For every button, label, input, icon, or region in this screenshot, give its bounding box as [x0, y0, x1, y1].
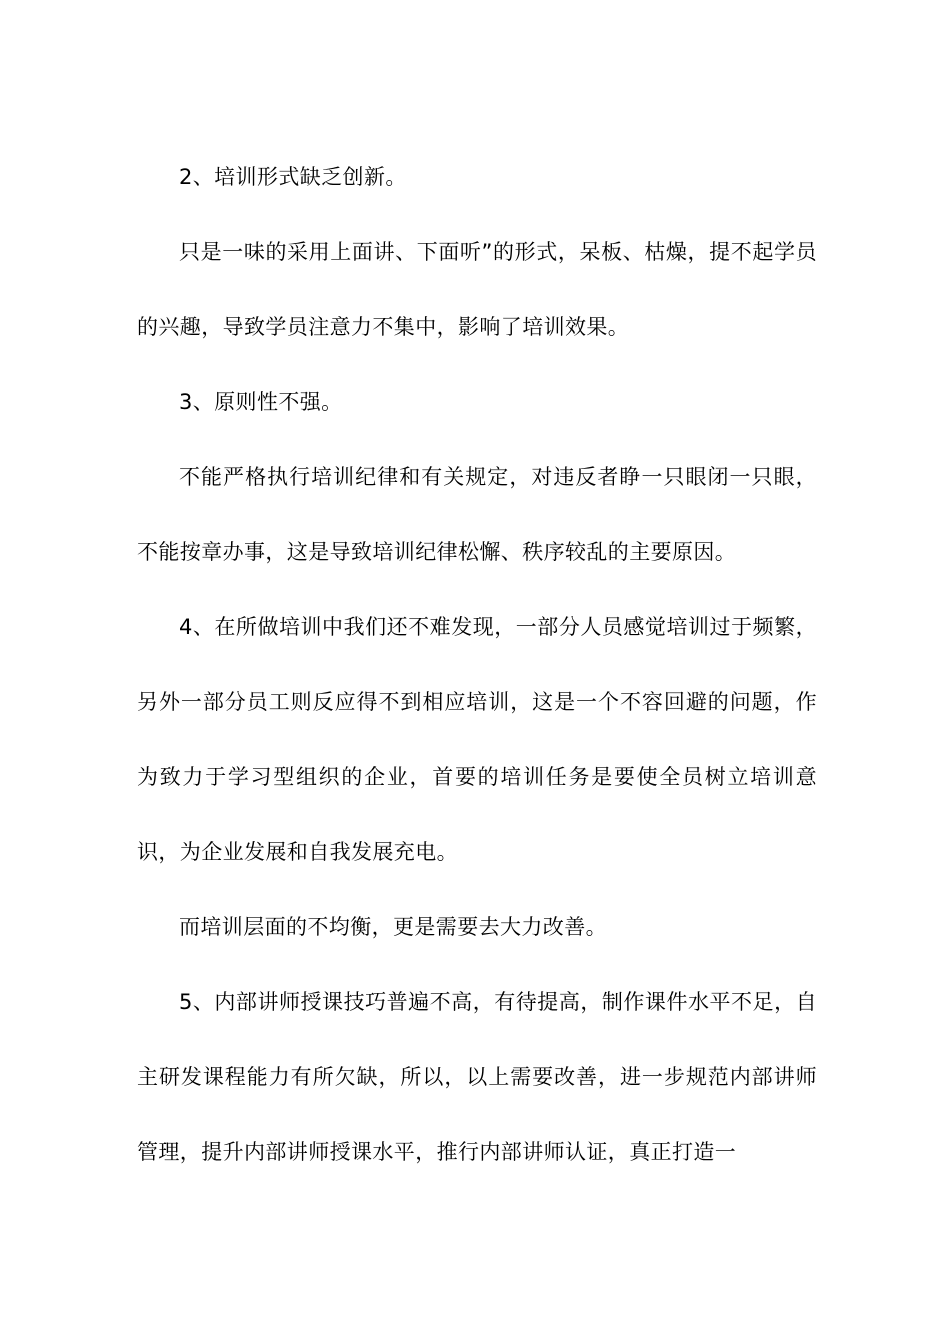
heading-training-format: 2、培训形式缺乏创新。 — [179, 165, 407, 189]
paragraph-training-frequency: 4、在所做培训中我们还不难发现，一部分人员感觉培训过于频繁，另外一部分员工则反应得不到相应培训，这是一个不容回避的问题，作为致力于学习型组织的企业，首要的培训任务是要使全员树立培训意识，为企业发展和自我发展充电。 — [137, 615, 817, 864]
paragraph-training-balance: 而培训层面的不均衡，更是需要去大力改善。 — [179, 915, 607, 939]
paragraph-training-format: 只是一味的采用上面讲、下面听”的形式，呆板、枯燥，提不起学员的兴趣，导致学员注意力不集中，影响了培训效果。 — [137, 240, 817, 339]
heading-principle: 3、原则性不强。 — [179, 390, 343, 414]
paragraph-internal-lecturers: 5、内部讲师授课技巧普遍不高，有待提高，制作课件水平不足，自主研发课程能力有所欠缺，所以，以上需要改善，进一步规范内部讲师管理，提升内部讲师授课水平，推行内部讲师认证，真正打造一 — [137, 990, 817, 1164]
document-body — [137, 140, 817, 1190]
paragraph-principle: 不能严格执行培训纪律和有关规定，对违反者睁一只眼闭一只眼，不能按章办事，这是导致培训纪律松懈、秩序较乱的主要原因。 — [137, 465, 817, 564]
